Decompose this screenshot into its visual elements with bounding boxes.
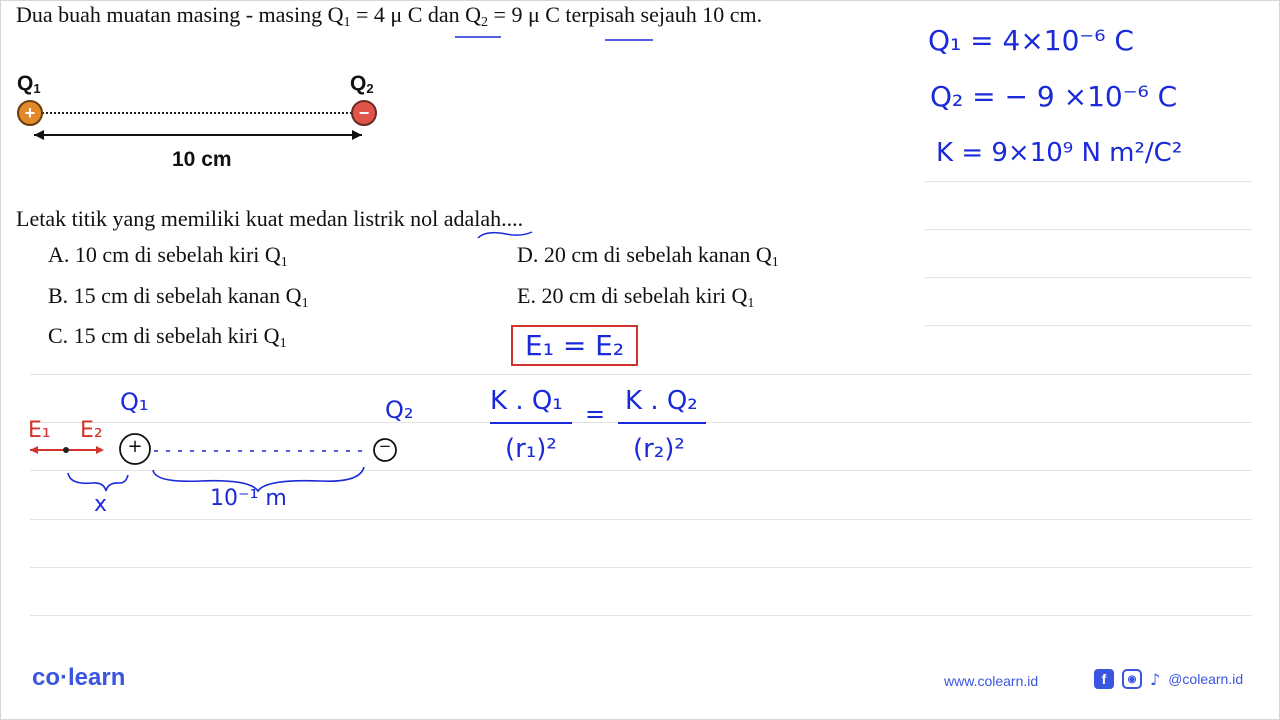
option-b[interactable]: B. 15 cm di sebelah kanan $Q_1$ xyxy=(48,283,309,311)
hand-q2-value: Q₂ = − 9 ×10⁻⁶ C xyxy=(930,80,1178,113)
social-handle[interactable]: @colearn.id xyxy=(1168,671,1244,687)
option-a[interactable]: A. 10 cm di sebelah kiri $Q_1$ xyxy=(48,242,288,270)
hand-numerator-left: K . Q₁ xyxy=(490,386,563,416)
option-d[interactable]: D. 20 cm di sebelah kanan $Q_1$ xyxy=(517,242,779,270)
ruled-line xyxy=(925,181,1252,182)
sketch-minus-sign: − xyxy=(378,437,392,455)
social-links xyxy=(1094,669,1243,689)
hand-denominator-right: (r₂)² xyxy=(633,434,685,464)
ruled-line xyxy=(925,277,1252,278)
facebook-icon[interactable]: f xyxy=(1094,669,1114,689)
prompt-underline xyxy=(476,228,536,242)
q1-label: $Q_1$ xyxy=(17,72,41,96)
distance-label: 10 cm xyxy=(172,148,232,171)
ruled-line xyxy=(30,374,1252,375)
instagram-icon[interactable]: ◉ xyxy=(1122,669,1142,689)
ruled-line xyxy=(925,325,1252,326)
prompt-text: Letak titik yang memiliki kuat medan listrik nol adalah.... xyxy=(16,206,524,231)
sketch-q1-label: Q₁ xyxy=(120,388,149,416)
option-c[interactable]: C. 15 cm di sebelah kiri $Q_1$ xyxy=(48,323,287,351)
sketch-q2-label: Q₂ xyxy=(385,396,414,424)
hand-k-value: K = 9×10⁹ N m²/C² xyxy=(936,138,1183,168)
tiktok-icon[interactable]: ♪ xyxy=(1150,669,1161,689)
ruled-line xyxy=(30,567,1252,568)
sketch-e1-label: E₁ xyxy=(28,418,51,443)
hand-q1-value: Q₁ = 4×10⁻⁶ C xyxy=(928,24,1134,57)
website-link[interactable]: www.colearn.id xyxy=(944,673,1039,689)
sketch-e2-label: E₂ xyxy=(80,418,103,443)
q2-sign: − xyxy=(358,103,370,123)
option-e[interactable]: E. 20 cm di sebelah kiri $Q_1$ xyxy=(517,283,755,311)
charge-diagram xyxy=(0,60,420,190)
ruled-line xyxy=(925,229,1252,230)
sketch-x-label: x xyxy=(94,492,108,517)
sketch-plus-sign: + xyxy=(127,436,143,457)
ruled-line xyxy=(30,615,1252,616)
colearn-logo[interactable]: co·learn xyxy=(32,664,126,691)
hand-denominator-left: (r₁)² xyxy=(505,434,557,464)
q2-label: $Q_2$ xyxy=(350,72,374,96)
hand-numerator-right: K . Q₂ xyxy=(625,386,698,416)
hand-equality-box: E₁ = E₂ xyxy=(511,325,638,366)
hand-equals: = xyxy=(585,400,606,428)
question-text: Dua buah muatan masing - masing $Q_1 = 4$ μ C dan $Q_2 = 9$ μ C terpisah sejauh 10 cm. xyxy=(16,2,763,30)
sketch-distance-label: 10⁻¹ m xyxy=(210,486,287,511)
question-underlines xyxy=(455,34,665,44)
q1-sign: + xyxy=(24,103,36,123)
